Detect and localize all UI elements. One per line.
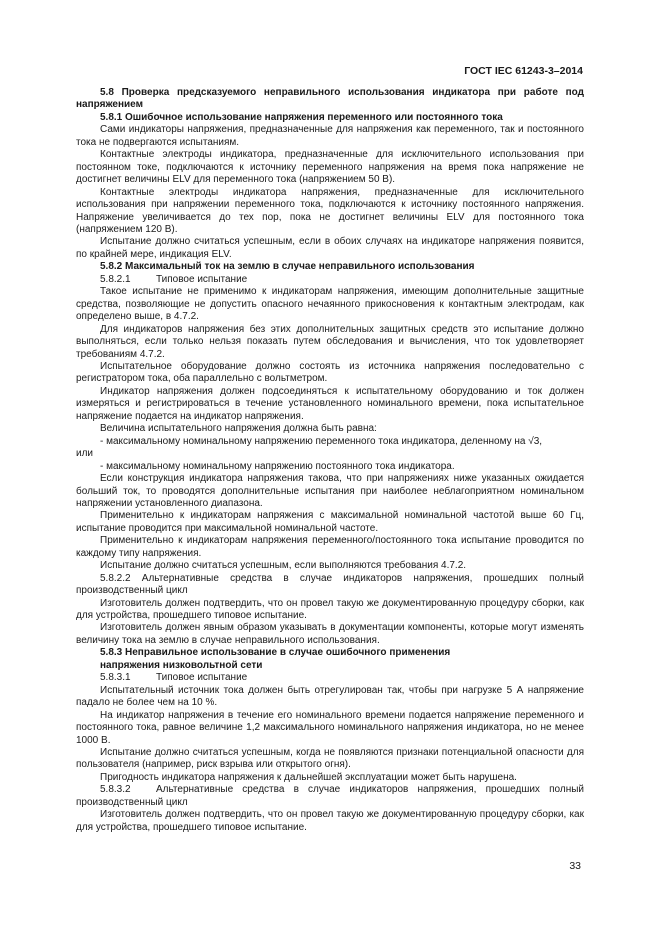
list-item: - максимальному номинальному напряжению постоянного тока индикатора. bbox=[100, 460, 455, 472]
list-connector: или bbox=[76, 448, 94, 460]
paragraph: Индикатор напряжения должен подсоединяться к испытательному оборудованию и ток должен измеряться и регистрироваться в течение установленного номинального времени, пока испытательное напряжение подается на индикатор напряжения. bbox=[76, 385, 584, 422]
subsection-heading-5-8-3: 5.8.3 Неправильное использование в случае ошибочного применения bbox=[100, 647, 451, 659]
paragraph: Величина испытательного напряжения должна быть равна: bbox=[100, 423, 377, 435]
paragraph: Сами индикаторы напряжения, предназначенные для напряжения как переменного, так и постоянного тока не подвергаются испытаниям. bbox=[76, 124, 584, 148]
subsection-heading-5-8-3-cont: напряжения низковольтной сети bbox=[100, 659, 263, 671]
paragraph: Изготовитель должен подтвердить, что он провел такую же документированную процедуру сборки, как для устройства, прошедшего типовое испытание. bbox=[76, 809, 584, 833]
paragraph: Испытание должно считаться успешным, если выполняются требования 4.7.2. bbox=[100, 560, 467, 572]
paragraph: Изготовитель должен явным образом указывать в документации компоненты, которые могут изменять величину тока на землю в случае неправильного использования. bbox=[76, 622, 584, 646]
paragraph: Изготовитель должен подтвердить, что он провел такую же документированную процедуру сборки, как для устройства, прошедшего типовое испытание. bbox=[76, 597, 584, 622]
clause-heading-5-8-2-2: 5.8.2.2 Альтернативные средства в случае индикаторов напряжения, прошедших полный производственный цикл bbox=[76, 572, 584, 597]
paragraph: Испытательный источник тока должен быть отрегулирован так, чтобы при нагрузке 5 А напряжение падало не более чем на 10 %. bbox=[76, 684, 584, 709]
document-body bbox=[76, 87, 584, 834]
page-number: 33 bbox=[569, 860, 581, 872]
paragraph: Если конструкция индикатора напряжения такова, что при напряжениях ниже указанных ожидается больший ток, то проводятся дополнительные испытания при наиболее неблагоприятном номинальном напряжении установленного диапазона. bbox=[76, 473, 584, 509]
clause-number: 5.8.3.1 bbox=[100, 672, 131, 684]
subsection-heading-5-8-2: 5.8.2 Максимальный ток на землю в случае неправильного использования bbox=[100, 261, 475, 273]
clause-title: Типовое испытание bbox=[156, 672, 248, 684]
clause-title: Альтернативные средства в случае индикаторов напряжения, прошедших полный производственный цикл bbox=[76, 784, 584, 808]
clause-heading-5-8-2-1 bbox=[76, 274, 584, 286]
paragraph: Применительно к индикаторам напряжения с максимальной номинальной частотой выше 60 Гц, испытание проводится при максимальной номинальной частоте. bbox=[76, 510, 584, 534]
section-heading-5-8: 5.8 Проверка предсказуемого неправильного использования индикатора при работе под напряжением bbox=[76, 87, 584, 111]
clause-heading-5-8-3-2 bbox=[76, 784, 584, 809]
paragraph: Пригодность индикатора напряжения к дальнейшей эксплуатации может быть нарушена. bbox=[100, 771, 517, 783]
paragraph: Такое испытание не применимо к индикаторам напряжения, имеющим дополнительные защитные средства, позволяющие не допустить опасного нечаянного прикосновения к контактным электродам, как определено выше, в 4.7.2. bbox=[76, 286, 584, 323]
paragraph: Контактные электроды индикатора, предназначенные для исключительного использования при постоянном токе, подключаются к источнику переменного напряжения на время пока напряжение не достигнет величины ELV для переменного тока (напряжением 50 В). bbox=[76, 149, 584, 186]
clause-heading-5-8-3-1 bbox=[76, 672, 584, 684]
clause-number: 5.8.2.1 bbox=[100, 273, 131, 285]
paragraph: Испытание должно считаться успешным, когда не появляются признаки потенциальной опасности для пользователя (например, риск взрыва или открытого огня). bbox=[76, 747, 584, 771]
paragraph: Испытательное оборудование должно состоять из источника напряжения последовательно с регистратором тока, оба параллельно с вольтметром. bbox=[76, 360, 584, 385]
clause-title: Типовое испытание bbox=[156, 273, 248, 285]
list-item: - максимальному номинальному напряжению переменного тока индикатора, деленному на √3, bbox=[100, 435, 543, 447]
clause-number: 5.8.3.2 bbox=[100, 784, 131, 796]
paragraph: На индикатор напряжения в течение его номинального времени подается напряжение переменного и постоянного тока, равное величине 1,2 максимального номинального напряжения индикатора, но не менее 1000 В. bbox=[76, 709, 584, 746]
document-code-header: ГОСТ IEC 61243-3–2014 bbox=[464, 65, 583, 77]
paragraph: Применительно к индикаторам напряжения переменного/постоянного тока испытание проводится по каждому типу напряжения. bbox=[76, 535, 584, 559]
paragraph: Для индикаторов напряжения без этих дополнительных защитных средств это испытание должно выполняться, если только нельзя показать путем обследования и вычисления, что ток удовлетворяет требованиям 4.7.2. bbox=[76, 323, 584, 360]
paragraph: Контактные электроды индикатора напряжения, предназначенные для исключительного использования при напряжении переменного тока, подключаются к источнику постоянного напряжения. Напряжение увеличивается до тех пор, пока не достигнет величины ELV для постоянного тока (напряжением 120 В). bbox=[76, 186, 584, 235]
subsection-heading-5-8-1: 5.8.1 Ошибочное использование напряжения переменного или постоянного тока bbox=[100, 111, 503, 123]
paragraph: Испытание должно считаться успешным, если в обоих случаях на индикаторе напряжения появится, по крайней мере, индикация ELV. bbox=[76, 236, 584, 260]
